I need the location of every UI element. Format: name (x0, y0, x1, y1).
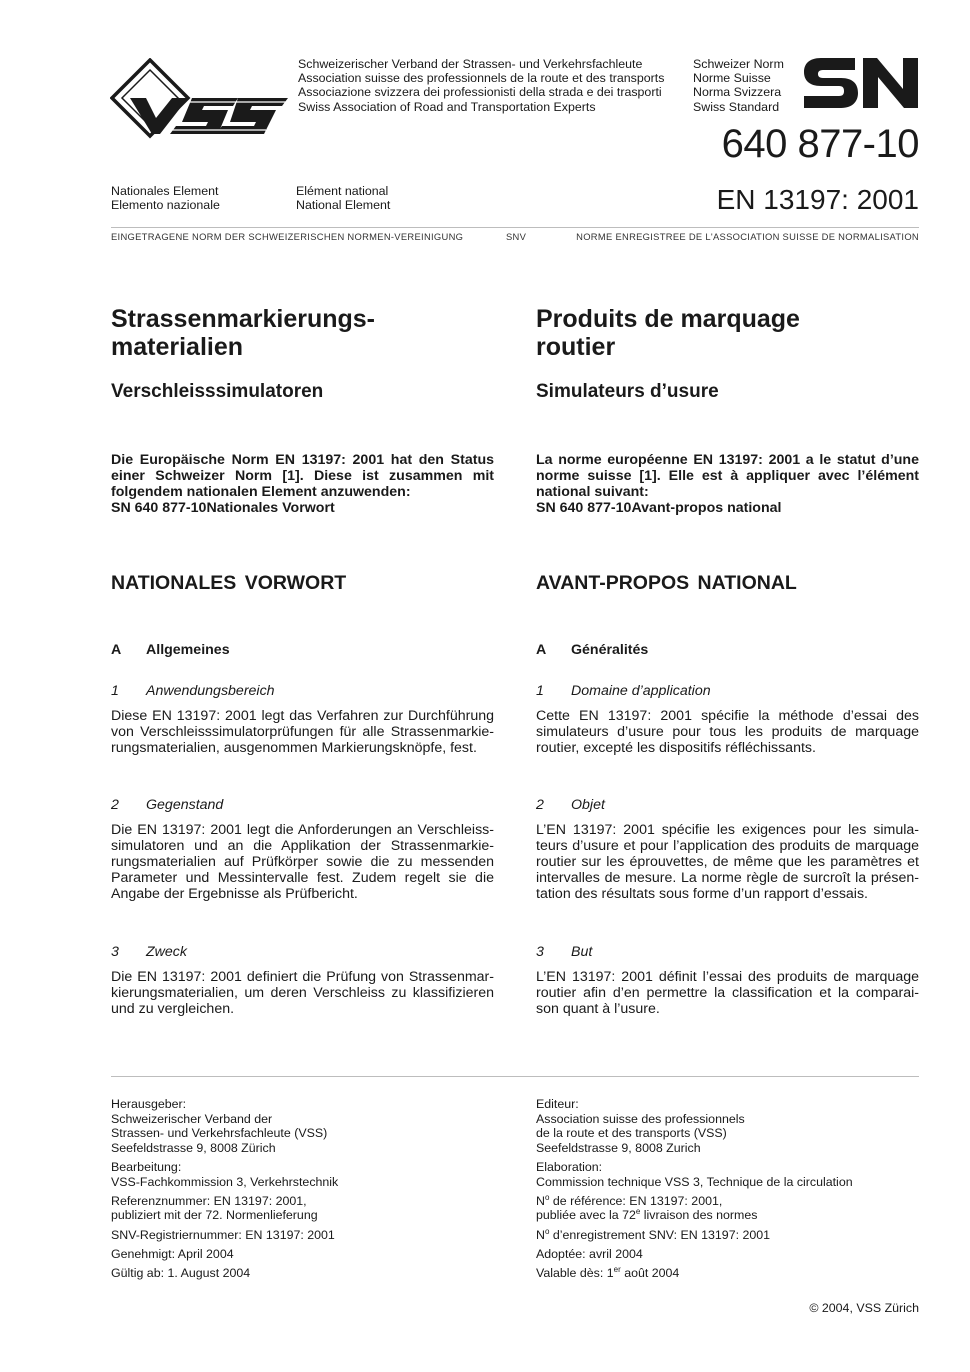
editing-value: VSS-Fachkommission 3, Verkehrstechnik (111, 1174, 339, 1189)
body-line: kierungsmaterialien, um deren Verschleiss zu klassifizieren (111, 985, 494, 1002)
subsection-title: Zweck (146, 944, 187, 960)
status-line: national suivant: (536, 484, 649, 501)
subsection-3-heading-de (111, 944, 494, 960)
national-element-fr-en (296, 184, 390, 212)
imprint-de (111, 1097, 494, 1285)
section-a-de (111, 642, 494, 658)
subsection-title: Domaine d’application (571, 683, 711, 699)
national-element-label: National Element (296, 198, 391, 213)
body-line: routier sur les éprouvettes, de même que les paramètres et (536, 854, 919, 871)
sn-norm-line: Swiss Standard (693, 99, 780, 114)
foreword-text: AVANT-PROPOS NATIONAL (536, 572, 797, 594)
body-line: intervalles de mesure. La norme règle de surcroît la présen- (536, 870, 919, 887)
body-line: Parameter und Messintervalle fest. Zudem regelt sie die (111, 870, 494, 887)
body-line: rungsmaterialien, ausgenommen Markierungsknöpfe, fest. (111, 740, 477, 757)
status-sn-number: SN 640 877-10 (111, 500, 207, 517)
valid-pre: Valable dès: 1 (536, 1265, 614, 1280)
body-line: und zu vergleichen. (111, 1001, 235, 1018)
section-letter: A (111, 642, 122, 658)
publisher-line: Schweizerischer Verband der (111, 1111, 273, 1126)
reference-line: Referenznummer: EN 13197: 2001, (111, 1193, 307, 1208)
subsection-title: Anwendungsbereich (146, 683, 275, 699)
body-line: L’EN 13197: 2001 définit l’essai des produits de marquage (536, 969, 919, 985)
national-foreword-heading-fr (536, 572, 919, 594)
registration-de: EINGETRAGENE NORM DER SCHWEIZERISCHEN NORMEN-VEREINIGUNG (111, 231, 464, 242)
ref-text: de référence: EN 13197: 2001, (549, 1193, 723, 1208)
body-line: Cette EN 13197: 2001 spécifie la méthode d’essai des (536, 708, 919, 724)
subsection-number: 3 (536, 944, 544, 960)
reference-block (536, 1194, 919, 1223)
validity-date (536, 1266, 919, 1281)
subtitle-text: Simulateurs d’usure (536, 381, 719, 402)
imprint-fr (536, 1097, 919, 1285)
subsection-1-heading-fr (536, 683, 919, 699)
subsection-number: 1 (536, 683, 544, 699)
en-number: EN 13197: 2001 (716, 184, 919, 215)
national-element-label: Elemento nazionale (111, 198, 220, 213)
status-line: La norme européenne EN 13197: 2001 a le statut d’une (536, 452, 919, 468)
association-line: Schweizerischer Verband der Strassen- und Verkehrsfachleute (298, 57, 643, 71)
editing-label: Bearbeitung: (111, 1159, 182, 1174)
reference-line (536, 1194, 919, 1209)
subtitle-fr (536, 381, 919, 403)
publisher-block (536, 1097, 919, 1155)
copyright: © 2004, VSS Zürich (809, 1301, 919, 1315)
publisher-line: Association suisse des professionnels (536, 1111, 745, 1126)
subsection-2-body-de (111, 822, 494, 902)
body-line: rungsmaterialien auf Prüfkörper sowie die zu messenden (111, 854, 494, 871)
association-line: Swiss Association of Road and Transportation Experts (298, 99, 596, 114)
status-line: Die Europäische Norm EN 13197: 2001 hat den Status (111, 452, 494, 468)
title-line: routier (536, 333, 616, 361)
editing-block (111, 1160, 494, 1189)
section-a-fr (536, 642, 919, 658)
registration-fr: NORME ENREGISTREE DE L'ASSOCIATION SUISSE DE NORMALISATION (576, 231, 919, 242)
vss-logo (110, 58, 290, 140)
title-line: Produits de marquage (536, 305, 800, 333)
document-number: 640 877-10 (721, 122, 919, 166)
reference-line: publiziert mit der 72. Normenlieferung (111, 1208, 318, 1223)
publisher-line: Seefeldstrasse 9, 8008 Zürich (111, 1140, 276, 1155)
ref-line2-sup: e (635, 1207, 641, 1217)
publisher-line: de la route et des transports (VSS) (536, 1126, 727, 1141)
header-divider (111, 227, 919, 228)
subsection-1-heading-de (111, 683, 494, 699)
sn-norm-line: Norma Svizzera (693, 85, 782, 100)
subsection-3-heading-fr (536, 944, 919, 960)
ref-prefix: N (536, 1193, 545, 1208)
publisher-label: Editeur: (536, 1097, 579, 1111)
editing-block (536, 1160, 919, 1189)
status-line: folgendem nationalen Element anzuwenden: (111, 484, 411, 501)
section-title: Allgemeines (146, 642, 230, 658)
subsection-title: Gegenstand (146, 797, 224, 813)
body-line: son quant à l’usure. (536, 1001, 660, 1018)
subsection-title: But (571, 944, 593, 960)
reg-prefix: N (536, 1227, 545, 1242)
subsection-number: 3 (111, 944, 119, 960)
association-line: Associazione svizzera dei professionisti della strada e dei trasporti (298, 85, 662, 100)
snv-registration: SNV-Registriernummer: EN 13197: 2001 (111, 1227, 335, 1242)
reference-block (111, 1194, 494, 1223)
body-line: simulateurs d’usure pour tous les produits de marquage (536, 724, 919, 741)
reference-line (536, 1208, 919, 1223)
subsection-3-body-fr (536, 969, 919, 1017)
body-line: von Verschleisssimulatorprüfungen für alle Strassenmarkie- (111, 724, 494, 741)
valid-post: août 2004 (620, 1265, 680, 1280)
status-sn-number: SN 640 877-10 (536, 500, 632, 517)
sn-logo (803, 57, 919, 109)
body-line: teurs d’usure et pour l’application des produits de marquage (536, 838, 919, 855)
subsection-2-heading-fr (536, 797, 919, 813)
swiss-standard-labels (693, 57, 784, 114)
publisher-label: Herausgeber: (111, 1097, 187, 1111)
body-line: Diese EN 13197: 2001 legt das Verfahren zur Durchführung (111, 708, 494, 724)
subsection-1-body-de (111, 708, 494, 756)
publisher-block (111, 1097, 494, 1155)
subsection-3-body-de (111, 969, 494, 1017)
subsection-title: Objet (571, 797, 605, 813)
subsection-number: 2 (536, 797, 544, 813)
body-line: Die EN 13197: 2001 legt die Anforderungen an Verschleiss- (111, 822, 494, 838)
registration-snv: SNV (506, 231, 527, 242)
ref-line2-post: livraison des normes (640, 1208, 758, 1223)
foreword-text: NATIONALES VORWORT (111, 572, 347, 594)
subsection-2-body-fr (536, 822, 919, 902)
ref-sup: o (544, 1192, 550, 1202)
national-element-label: Elément national (296, 184, 389, 198)
section-title: Généralités (571, 642, 649, 658)
subsection-number: 1 (111, 683, 119, 699)
body-line: routier, excepté les dispositifs réfléchissants. (536, 740, 816, 757)
valid-sup: er (613, 1264, 621, 1274)
status-element: Avant-propos national (631, 500, 782, 517)
editing-label: Elaboration: (536, 1159, 603, 1174)
editing-value: Commission technique VSS 3, Technique de la circulation (536, 1174, 853, 1189)
body-line: L’EN 13197: 2001 spécifie les exigences pour les simula- (536, 822, 919, 838)
subsection-1-body-fr (536, 708, 919, 756)
status-fr (536, 452, 919, 516)
national-element-label: Nationales Element (111, 184, 219, 198)
association-line: Association suisse des professionnels de la route et des transports (298, 71, 665, 86)
subsection-2-heading-de (111, 797, 494, 813)
national-foreword-heading-de (111, 572, 494, 594)
status-de (111, 452, 494, 516)
ref-line2-pre: publiée avec la 72 (536, 1208, 636, 1223)
status-line: einer Schweizer Norm [1]. Diese ist zusammen mit (111, 468, 494, 485)
snv-registration (536, 1228, 919, 1243)
approval-date: Genehmigt: April 2004 (111, 1246, 234, 1261)
publisher-line: Strassen- und Verkehrsfachleute (VSS) (111, 1126, 328, 1141)
status-element: Nationales Vorwort (206, 500, 335, 517)
status-line: norme suisse [1]. Elle est à appliquer avec l’élément (536, 468, 919, 485)
national-element-de-it (111, 184, 220, 212)
reg-sup: o (544, 1226, 550, 1236)
body-line: Die EN 13197: 2001 definiert die Prüfung von Strassenmar- (111, 969, 494, 985)
subtitle-text: Verschleisssimulatoren (111, 381, 324, 402)
imprint-divider (111, 1076, 919, 1077)
body-line: routier afin d’en permettre la classification et la comparai- (536, 985, 919, 1002)
body-line: tation des résultats sous forme d’un rapport d’essais. (536, 886, 868, 903)
publisher-line: Seefeldstrasse 9, 8008 Zurich (536, 1140, 701, 1155)
approval-date: Adoptée: avril 2004 (536, 1246, 643, 1261)
subsection-number: 2 (111, 797, 119, 813)
reg-text: d’enregistrement SNV: EN 13197: 2001 (549, 1227, 771, 1242)
body-line: simulatoren und an die Applikation der Strassenmarkie- (111, 838, 494, 855)
title-fr (536, 305, 919, 361)
title-de (111, 305, 494, 361)
subtitle-de (111, 381, 494, 403)
sn-norm-line: Schweizer Norm (693, 57, 784, 71)
section-letter: A (536, 642, 547, 658)
body-line: Angabe der Ergebnisse als Prüfbericht. (111, 886, 358, 903)
validity-date: Gültig ab: 1. August 2004 (111, 1265, 251, 1280)
title-line: Strassenmarkierungs- (111, 305, 376, 333)
sn-norm-line: Norme Suisse (693, 71, 771, 86)
title-line: materialien (111, 333, 244, 361)
association-names (298, 57, 664, 114)
